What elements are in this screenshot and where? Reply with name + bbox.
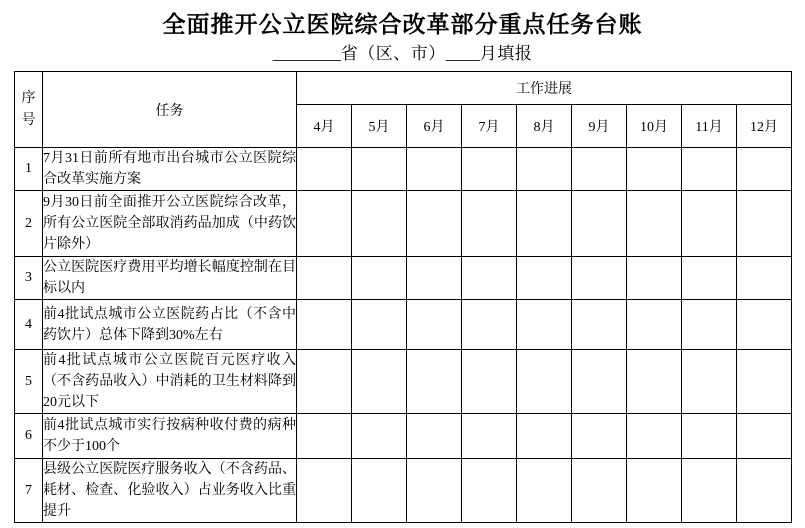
row-seq: 6 bbox=[15, 414, 43, 459]
header-row-progress bbox=[15, 72, 792, 105]
progress-cell[interactable] bbox=[407, 191, 462, 257]
month-header-sep: 9月 bbox=[572, 105, 627, 148]
month-header-may: 5月 bbox=[352, 105, 407, 148]
progress-cell[interactable] bbox=[352, 300, 407, 350]
progress-cell[interactable] bbox=[682, 191, 737, 257]
progress-cell[interactable] bbox=[682, 414, 737, 459]
progress-cell[interactable] bbox=[627, 191, 682, 257]
table-row bbox=[15, 257, 792, 300]
progress-cell[interactable] bbox=[407, 350, 462, 414]
progress-cell[interactable] bbox=[352, 414, 407, 459]
progress-cell[interactable] bbox=[572, 257, 627, 300]
row-task: 公立医院医疗费用平均增长幅度控制在目标以内 bbox=[43, 257, 297, 300]
progress-cell[interactable] bbox=[297, 257, 352, 300]
progress-cell[interactable] bbox=[627, 257, 682, 300]
table-body bbox=[15, 148, 792, 523]
month-header-oct: 10月 bbox=[627, 105, 682, 148]
row-seq: 1 bbox=[15, 148, 43, 191]
progress-cell[interactable] bbox=[297, 414, 352, 459]
month-header-dec: 12月 bbox=[737, 105, 792, 148]
row-task: 7月31日前所有地市出台城市公立医院综合改革实施方案 bbox=[43, 148, 297, 191]
progress-cell[interactable] bbox=[462, 300, 517, 350]
progress-cell[interactable] bbox=[462, 257, 517, 300]
progress-cell[interactable] bbox=[352, 148, 407, 191]
progress-cell[interactable] bbox=[517, 191, 572, 257]
progress-cell[interactable] bbox=[572, 459, 627, 523]
row-seq: 4 bbox=[15, 300, 43, 350]
seq-column-header bbox=[15, 72, 43, 148]
table-row bbox=[15, 300, 792, 350]
progress-cell[interactable] bbox=[737, 191, 792, 257]
progress-cell[interactable] bbox=[517, 257, 572, 300]
province-blank-field[interactable]: ________ bbox=[272, 44, 341, 63]
row-task: 前4批试点城市实行按病种收付费的病种不少于100个 bbox=[43, 414, 297, 459]
row-seq: 5 bbox=[15, 350, 43, 414]
progress-group-header: 工作进展 bbox=[297, 72, 792, 105]
row-task: 前4批试点城市公立医院百元医疗收入（不含药品收入）中消耗的卫生材料降到20元以下 bbox=[43, 350, 297, 414]
progress-cell[interactable] bbox=[297, 191, 352, 257]
progress-cell[interactable] bbox=[407, 148, 462, 191]
progress-cell[interactable] bbox=[462, 148, 517, 191]
progress-cell[interactable] bbox=[517, 148, 572, 191]
task-column-header: 任务 bbox=[43, 72, 297, 148]
progress-cell[interactable] bbox=[297, 459, 352, 523]
progress-cell[interactable] bbox=[737, 459, 792, 523]
month-header-jul: 7月 bbox=[462, 105, 517, 148]
progress-cell[interactable] bbox=[737, 148, 792, 191]
progress-cell[interactable] bbox=[682, 459, 737, 523]
progress-cell[interactable] bbox=[572, 350, 627, 414]
progress-cell[interactable] bbox=[517, 459, 572, 523]
month-header-jun: 6月 bbox=[407, 105, 462, 148]
row-task: 县级公立医院医疗服务收入（不含药品、耗材、检查、化验收入）占业务收入比重提升 bbox=[43, 459, 297, 523]
task-ledger-table bbox=[14, 71, 792, 523]
row-seq: 2 bbox=[15, 191, 43, 257]
table-row bbox=[15, 148, 792, 191]
progress-cell[interactable] bbox=[627, 148, 682, 191]
progress-cell[interactable] bbox=[407, 257, 462, 300]
table-header bbox=[15, 72, 792, 148]
row-seq: 7 bbox=[15, 459, 43, 523]
document-subtitle bbox=[0, 43, 805, 65]
seq-column-header-text: 序号 bbox=[21, 90, 36, 128]
progress-cell[interactable] bbox=[682, 350, 737, 414]
progress-cell[interactable] bbox=[297, 350, 352, 414]
table-row bbox=[15, 350, 792, 414]
table-row bbox=[15, 191, 792, 257]
table-row bbox=[15, 414, 792, 459]
progress-cell[interactable] bbox=[462, 414, 517, 459]
progress-cell[interactable] bbox=[352, 459, 407, 523]
progress-cell[interactable] bbox=[627, 300, 682, 350]
progress-cell[interactable] bbox=[627, 414, 682, 459]
row-seq: 3 bbox=[15, 257, 43, 300]
progress-cell[interactable] bbox=[737, 300, 792, 350]
progress-cell[interactable] bbox=[462, 191, 517, 257]
progress-cell[interactable] bbox=[737, 350, 792, 414]
document-title: 全面推开公立医院综合改革部分重点任务台账 bbox=[162, 12, 643, 37]
progress-cell[interactable] bbox=[297, 148, 352, 191]
progress-cell[interactable] bbox=[627, 350, 682, 414]
month-blank-field[interactable]: ____ bbox=[445, 44, 480, 63]
row-task: 9月30日前全面推开公立医院综合改革，所有公立医院全部取消药品加成（中药饮片除外） bbox=[43, 191, 297, 257]
province-label: 省（区、市） bbox=[340, 44, 446, 63]
progress-cell[interactable] bbox=[352, 257, 407, 300]
progress-cell[interactable] bbox=[572, 191, 627, 257]
progress-cell[interactable] bbox=[407, 300, 462, 350]
row-task: 前4批试点城市公立医院药占比（不含中药饮片）总体下降到30%左右 bbox=[43, 300, 297, 350]
progress-cell[interactable] bbox=[517, 350, 572, 414]
progress-cell[interactable] bbox=[572, 414, 627, 459]
progress-cell[interactable] bbox=[407, 459, 462, 523]
progress-cell[interactable] bbox=[462, 459, 517, 523]
progress-cell[interactable] bbox=[352, 191, 407, 257]
month-header-apr: 4月 bbox=[297, 105, 352, 148]
progress-cell[interactable] bbox=[517, 414, 572, 459]
month-header-aug: 8月 bbox=[517, 105, 572, 148]
progress-cell[interactable] bbox=[572, 148, 627, 191]
progress-cell[interactable] bbox=[737, 257, 792, 300]
table-row bbox=[15, 459, 792, 523]
progress-cell[interactable] bbox=[572, 300, 627, 350]
progress-cell[interactable] bbox=[297, 300, 352, 350]
progress-cell[interactable] bbox=[517, 300, 572, 350]
month-label: 月填报 bbox=[479, 44, 533, 63]
progress-cell[interactable] bbox=[682, 257, 737, 300]
progress-cell[interactable] bbox=[627, 459, 682, 523]
progress-cell[interactable] bbox=[737, 414, 792, 459]
progress-cell[interactable] bbox=[352, 350, 407, 414]
progress-cell[interactable] bbox=[682, 300, 737, 350]
progress-cell[interactable] bbox=[462, 350, 517, 414]
progress-cell[interactable] bbox=[682, 148, 737, 191]
progress-cell[interactable] bbox=[407, 414, 462, 459]
month-header-nov: 11月 bbox=[682, 105, 737, 148]
